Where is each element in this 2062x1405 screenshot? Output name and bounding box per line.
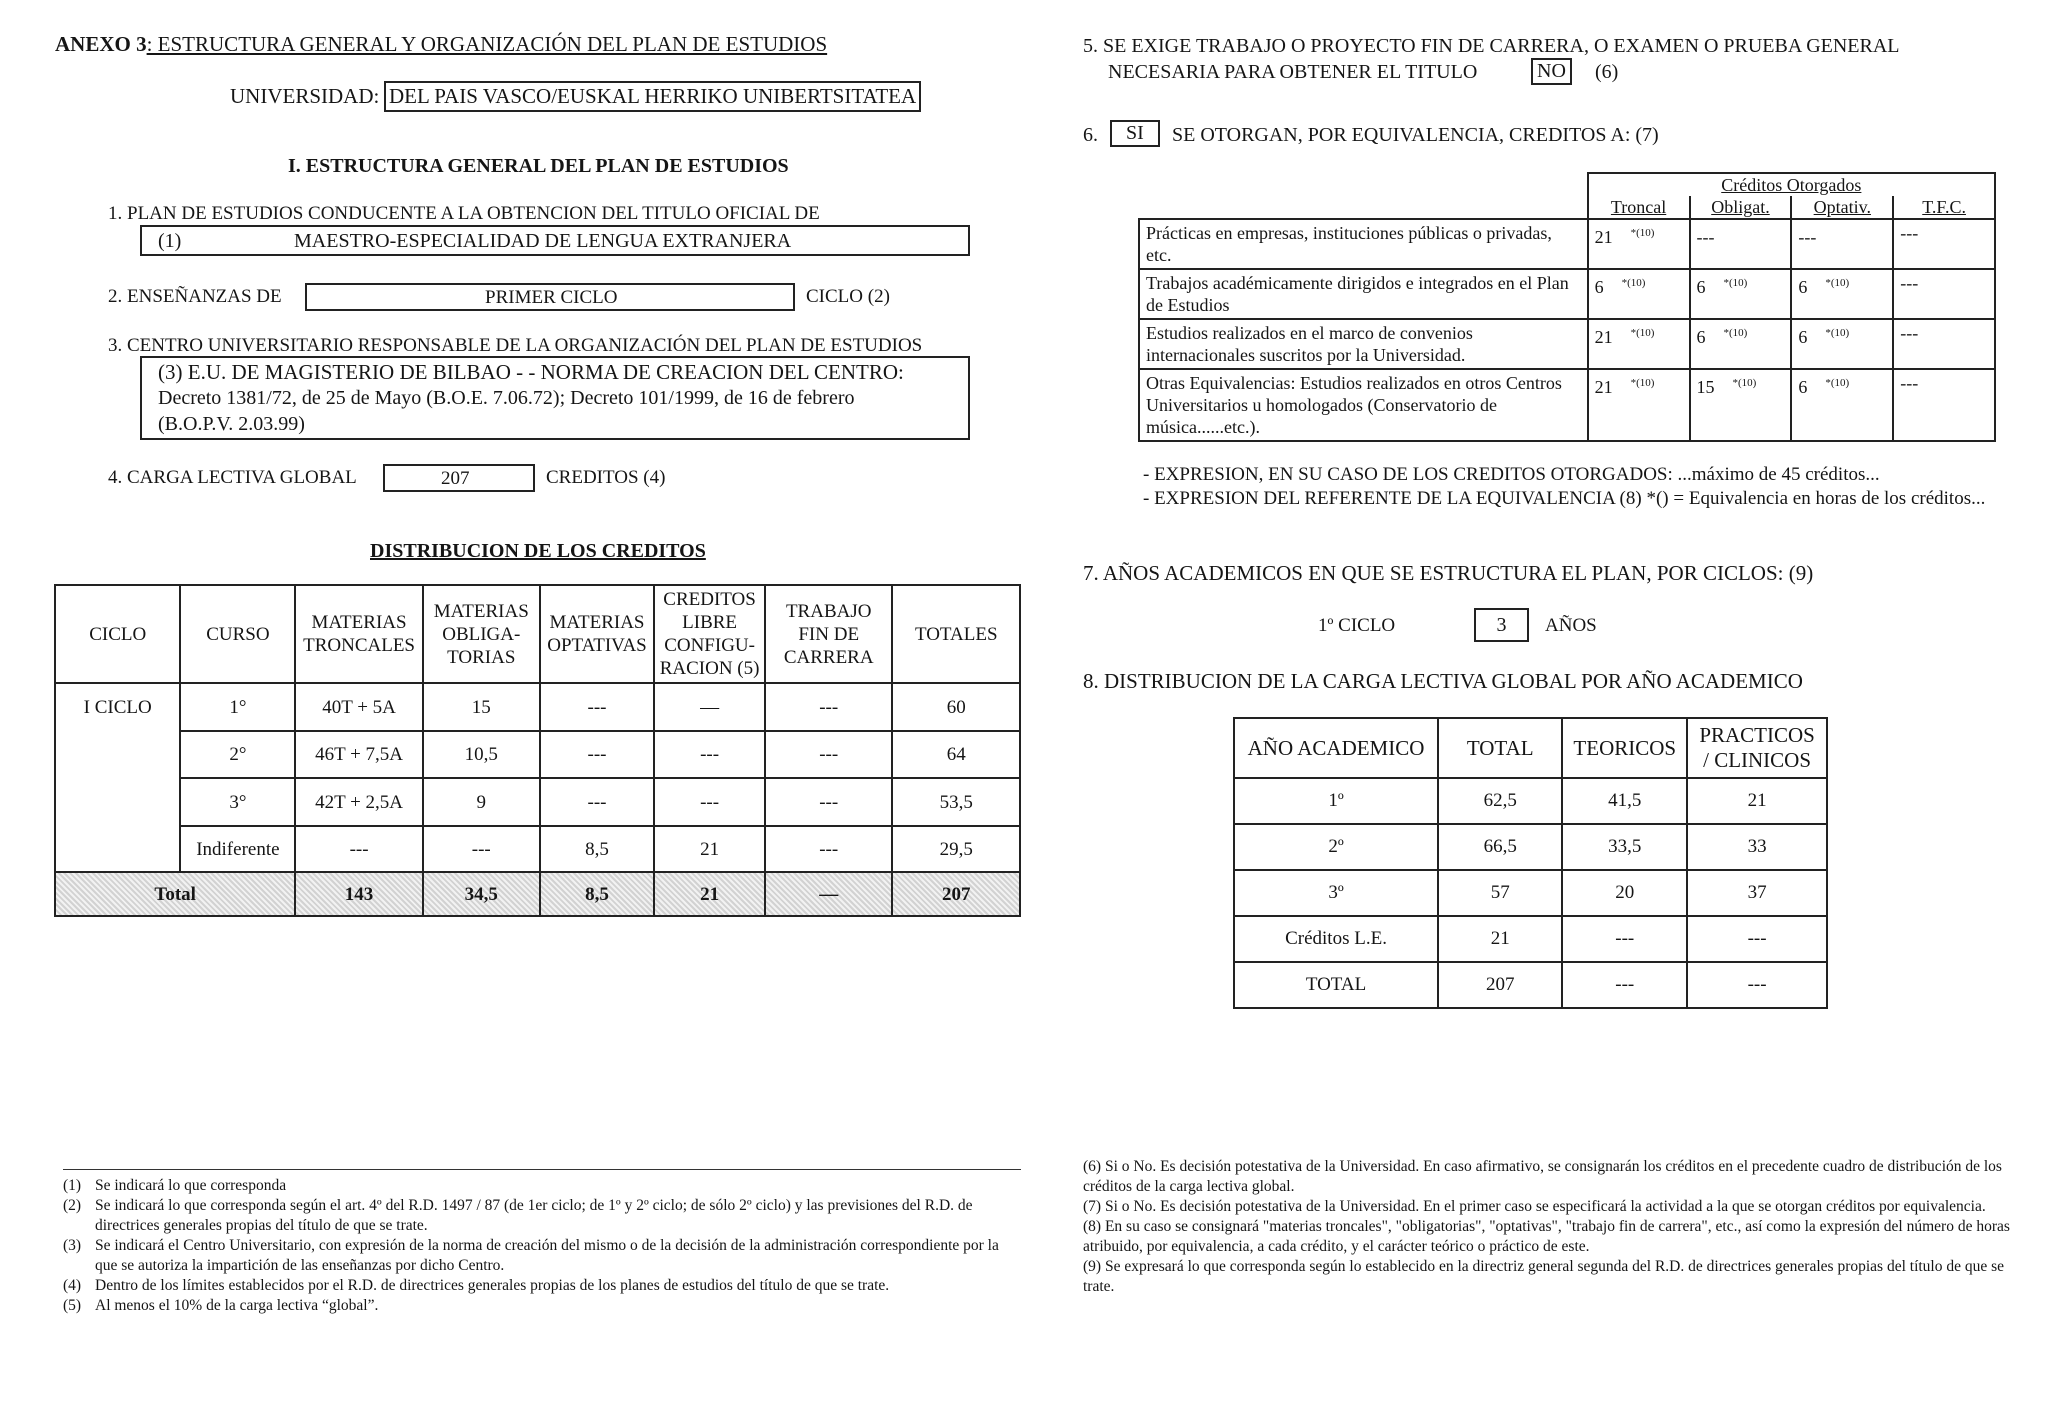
dist-cell: 15 [423, 683, 540, 731]
year-cell: --- [1687, 916, 1827, 962]
eq-cell: 21 $^{*(10)}$ [1588, 319, 1690, 369]
eq-row-label: Estudios realizados en el marco de convenios internacionales suscritos por la Universidad. [1139, 319, 1588, 369]
year-header-anio: AÑO ACADEMICO [1234, 718, 1438, 778]
dist-total-label: Total [55, 872, 295, 916]
eq-cell: 21 $^{*(10)}$ [1588, 369, 1690, 441]
footnote: (5) Al menos el 10% de la carga lectiva “global”. [63, 1297, 379, 1314]
item4-suffix: CREDITOS (4) [546, 467, 666, 488]
eq-cell: 6 $^{*(10)}$ [1588, 269, 1690, 319]
table-row [55, 731, 1020, 778]
year-header-row [1234, 718, 1827, 778]
footnote: (4) Dentro de los límites establecidos por el R.D. de directrices generales propias de los planes de estudios del título de que se trate. [63, 1277, 890, 1294]
dist-cell: 10,5 [423, 731, 540, 778]
year-cell: 1º [1234, 778, 1438, 824]
year-cell: 41,5 [1562, 778, 1687, 824]
item5-ref: (6) [1595, 61, 1619, 83]
dist-cell: --- [654, 731, 765, 778]
dist-cell: --- [765, 826, 892, 872]
dist-cell: --- [423, 826, 540, 872]
item1-ref: (1) [158, 230, 182, 252]
eq-header: Créditos Otorgados [1721, 175, 1862, 195]
eq-cell: --- [1893, 369, 1995, 441]
dist-cell: --- [540, 778, 654, 826]
item1-box [140, 225, 970, 256]
dist-total-row [55, 872, 1020, 916]
eq-cell: 6 $^{*(10)}$ [1690, 269, 1792, 319]
eq-cell: --- [1893, 219, 1995, 269]
year-cell: 33,5 [1562, 824, 1687, 870]
footnote: (3) Se indicará el Centro Universitario, con expresión de la norma de creación del mismo o de la decisión de la administración correspondiente por la que se autoriza la impartición de las enseñanzas por dicho Centro. [63, 1237, 999, 1274]
item1-value: MAESTRO-ESPECIALIDAD DE LENGUA EXTRANJERA [294, 230, 792, 252]
item3-box [140, 356, 970, 440]
dist-cell: 53,5 [892, 778, 1020, 826]
dist-cell: 40T + 5A [295, 683, 422, 731]
item3-line2: Decreto 1381/72, de 25 de Mayo (B.O.E. 7.06.72); Decreto 101/1999, de 16 de febrero [158, 387, 855, 409]
item3-line3: (B.O.P.V. 2.03.99) [158, 413, 305, 435]
item7-suffix: AÑOS [1545, 615, 1597, 636]
table-row [1234, 870, 1827, 916]
annex-label: ANEXO 3 [55, 32, 147, 56]
year-cell: 62,5 [1438, 778, 1562, 824]
table-row [1234, 778, 1827, 824]
year-header-teoricos: TEORICOS [1562, 718, 1687, 778]
table-row [1234, 824, 1827, 870]
item5-line2: NECESARIA PARA OBTENER EL TITULO [1108, 61, 1478, 83]
university-label: UNIVERSIDAD: [230, 84, 380, 108]
eq-col-tfc: T.F.C. [1893, 196, 1995, 219]
footnote: (9) Se expresará lo que corresponda según lo establecido en la directriz general segunda del R.D. de directrices generales propias del título de que se trate. [1083, 1258, 2005, 1295]
dist-cell: 46T + 7,5A [295, 731, 422, 778]
eq-cell: 6 $^{*(10)}$ [1690, 319, 1792, 369]
item3-line1: (3) E.U. DE MAGISTERIO DE BILBAO - - NORMA DE CREACION DEL CENTRO: [158, 360, 904, 384]
dist-ciclo-cell: I CICLO [55, 683, 180, 872]
dist-cell: 21 [654, 826, 765, 872]
year-cell: 37 [1687, 870, 1827, 916]
item1-label: 1. PLAN DE ESTUDIOS CONDUCENTE A LA OBTENCION DEL TITULO OFICIAL DE [108, 203, 820, 224]
item4-box [383, 464, 535, 492]
eq-cell: 21 $^{*(10)}$ [1588, 219, 1690, 269]
section-title: I. ESTRUCTURA GENERAL DEL PLAN DE ESTUDIOS [288, 155, 789, 177]
table-row [1139, 369, 1995, 441]
year-cell: --- [1562, 962, 1687, 1008]
annex-subtitle: : ESTRUCTURA GENERAL Y ORGANIZACIÓN DEL PLAN DE ESTUDIOS [146, 32, 828, 56]
dist-cell: 60 [892, 683, 1020, 731]
dist-header-troncales: MATERIAS TRONCALES [295, 585, 422, 683]
dist-cell: --- [540, 683, 654, 731]
dist-cell: 8,5 [540, 826, 654, 872]
year-header-practicos: PRACTICOS / CLINICOS [1687, 718, 1827, 778]
eq-cell: --- [1791, 219, 1893, 269]
table-row [55, 778, 1020, 826]
eq-cell: --- [1690, 219, 1792, 269]
item7-ciclo: 1º CICLO [1318, 615, 1396, 636]
dist-total-cell: — [765, 872, 892, 916]
eq-row-label: Prácticas en empresas, instituciones públicas o privadas, etc. [1139, 219, 1588, 269]
year-cell: 33 [1687, 824, 1827, 870]
year-cell: 57 [1438, 870, 1562, 916]
eq-col-obligat: Obligat. [1690, 196, 1792, 219]
table-row [1234, 962, 1827, 1008]
year-table [1233, 717, 1828, 1009]
expression-credits: - EXPRESION, EN SU CASO DE LOS CREDITOS OTORGADOS: ...máximo de 45 créditos... [1143, 464, 1880, 485]
table-row [55, 826, 1020, 872]
footnote: (8) En su caso se consignará "materias troncales", "obligatorias", "optativas", "trabajo fin de carrera", etc., así como la expresión del número de horas atribuido, por equivalencia, a cada crédito, y el carácter teórico o práctico de este. [1083, 1218, 2010, 1255]
item4-label: 4. CARGA LECTIVA GLOBAL [108, 467, 357, 488]
year-cell: --- [1687, 962, 1827, 1008]
dist-cell: --- [295, 826, 422, 872]
item6-text: SE OTORGAN, POR EQUIVALENCIA, CREDITOS A: (7) [1172, 124, 1659, 146]
dist-cell: 42T + 2,5A [295, 778, 422, 826]
annex-title [55, 32, 827, 57]
dist-cell: 9 [423, 778, 540, 826]
footnotes-left [63, 1176, 1023, 1316]
eq-cell: --- [1893, 269, 1995, 319]
year-cell: 66,5 [1438, 824, 1562, 870]
table-row [1139, 269, 1995, 319]
dist-total-cell: 207 [892, 872, 1020, 916]
eq-cell: 6 $^{*(10)}$ [1791, 319, 1893, 369]
university-value: DEL PAIS VASCO/EUSKAL HERRIKO UNIBERTSITATEA [384, 81, 921, 112]
dist-cell: 1° [180, 683, 295, 731]
dist-title: DISTRIBUCION DE LOS CREDITOS [370, 540, 706, 562]
year-cell: TOTAL [1234, 962, 1438, 1008]
dist-total-cell: 143 [295, 872, 422, 916]
dist-cell: Indiferente [180, 826, 295, 872]
table-row [55, 683, 1020, 731]
item6-value: SI [1110, 120, 1160, 147]
dist-cell: 3° [180, 778, 295, 826]
item2-suffix: CICLO (2) [806, 286, 890, 307]
eq-col-troncal: Troncal [1588, 196, 1690, 219]
eq-cell: --- [1893, 319, 1995, 369]
dist-header-libre: CREDITOS LIBRE CONFIGU- RACION (5) [654, 585, 765, 683]
eq-col-optativ: Optativ. [1791, 196, 1893, 219]
item7-value: 3 [1474, 608, 1529, 642]
dist-header-tfc: TRABAJO FIN DE CARRERA [765, 585, 892, 683]
dist-cell: --- [765, 683, 892, 731]
eq-cell: 15 $^{*(10)}$ [1690, 369, 1792, 441]
item3-label: 3. CENTRO UNIVERSITARIO RESPONSABLE DE LA ORGANIZACIÓN DEL PLAN DE ESTUDIOS [108, 335, 923, 356]
table-row [1234, 916, 1827, 962]
item8-label: 8. DISTRIBUCION DE LA CARGA LECTIVA GLOBAL POR AÑO ACADEMICO [1083, 669, 1803, 693]
dist-cell: 29,5 [892, 826, 1020, 872]
year-cell: Créditos L.E. [1234, 916, 1438, 962]
year-cell: 21 [1438, 916, 1562, 962]
item5-line1: 5. SE EXIGE TRABAJO O PROYECTO FIN DE CARRERA, O EXAMEN O PRUEBA GENERAL [1083, 35, 1900, 57]
dist-total-cell: 21 [654, 872, 765, 916]
dist-total-cell: 8,5 [540, 872, 654, 916]
year-cell: 3º [1234, 870, 1438, 916]
dist-cell: 2° [180, 731, 295, 778]
distribution-table [54, 584, 1021, 917]
eq-header-row [1139, 173, 1995, 196]
eq-row-label: Otras Equivalencias: Estudios realizados en otros Centros Universitarios u homologados (Conservatorio de música......etc.). [1139, 369, 1588, 441]
item6-number: 6. [1083, 124, 1098, 146]
footnote: (6) Si o No. Es decisión potestativa de la Universidad. En caso afirmativo, se consignarán los créditos en el precedente cuadro de distribución de los créditos de la carga lectiva global. [1083, 1158, 2002, 1195]
dist-total-cell: 34,5 [423, 872, 540, 916]
year-cell: --- [1562, 916, 1687, 962]
year-header-total: TOTAL [1438, 718, 1562, 778]
footnote: (2) Se indicará lo que corresponda según el art. 4º del R.D. 1497 / 87 (de 1er ciclo; de 1º y 2º ciclo; de sólo 2º ciclo) y las previsiones del R.D. de directrices generales propias del título de que se trate. [63, 1197, 973, 1234]
dist-header-curso: CURSO [180, 585, 295, 683]
dist-cell: --- [765, 778, 892, 826]
footnote: (7) Si o No. Es decisión potestativa de la Universidad. En el primer caso se especificará la actividad a la que se otorgan créditos por equivalencia. [1083, 1198, 1986, 1215]
year-cell: 20 [1562, 870, 1687, 916]
year-cell: 2º [1234, 824, 1438, 870]
dist-header-row [55, 585, 1020, 683]
dist-header-totales: TOTALES [892, 585, 1020, 683]
table-row [1139, 219, 1995, 269]
dist-header-optativas: MATERIAS OPTATIVAS [540, 585, 654, 683]
item2-box [305, 283, 795, 311]
eq-cell: 6 $^{*(10)}$ [1791, 369, 1893, 441]
eq-row-label: Trabajos académicamente dirigidos e integrados en el Plan de Estudios [1139, 269, 1588, 319]
dist-cell: --- [654, 778, 765, 826]
year-cell: 207 [1438, 962, 1562, 1008]
table-row [1139, 319, 1995, 369]
dist-cell: 64 [892, 731, 1020, 778]
item7-label: 7. AÑOS ACADEMICOS EN QUE SE ESTRUCTURA EL PLAN, POR CICLOS: (9) [1083, 561, 1814, 585]
footnote-divider [63, 1169, 1021, 1170]
expression-equivalence: - EXPRESION DEL REFERENTE DE LA EQUIVALENCIA (8) *() = Equivalencia en horas de los créditos... [1143, 488, 1986, 509]
item5-value: NO [1531, 58, 1572, 85]
eq-cell: 6 $^{*(10)}$ [1791, 269, 1893, 319]
dist-cell: --- [540, 731, 654, 778]
equivalence-table [1138, 172, 1996, 442]
item2-label: 2. ENSEÑANZAS DE [108, 286, 282, 307]
item4-value: 207 [441, 468, 470, 489]
dist-cell: — [654, 683, 765, 731]
footnotes-right [1083, 1157, 2033, 1297]
dist-cell: --- [765, 731, 892, 778]
year-cell: 21 [1687, 778, 1827, 824]
dist-header-obligatorias: MATERIAS OBLIGA- TORIAS [423, 585, 540, 683]
footnote: (1) Se indicará lo que corresponda [63, 1177, 287, 1194]
dist-header-ciclo: CICLO [55, 585, 180, 683]
item2-value: PRIMER CICLO [485, 287, 618, 308]
